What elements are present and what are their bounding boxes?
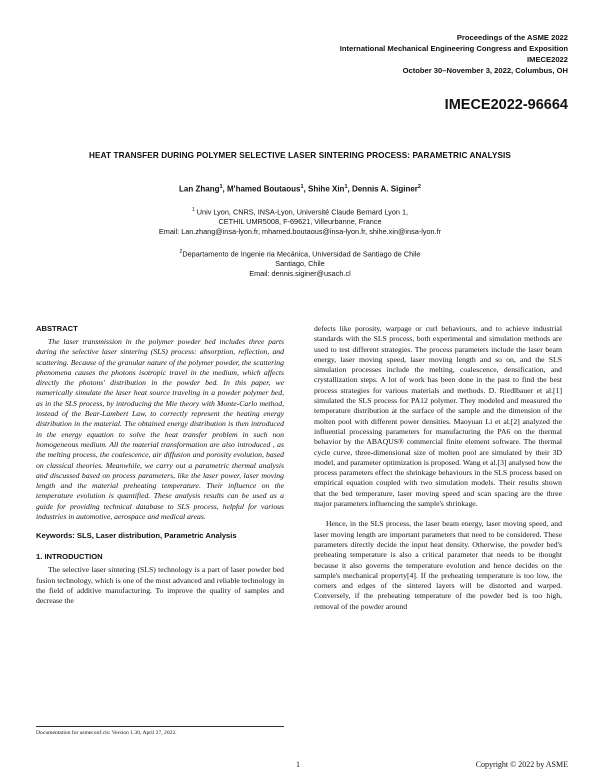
- body-paragraph: defects like porosity, warpage or curl behaviours, and to achieve industrial standards with the SLS process, both experimental and simulation methods are used to test different strategies. The process parameters include the laser beam energy, laser moving speed, laser moving length and so on, and the SLS simulation processes include the melting, coalescence, densification, and crystallization steps. A lot of work has been done in the past to find the best process strategies for various materials and methods. D. Riedlbauer et al.[1] simulated the SLS process for PA12 polymer. They modeled and measured the temperature distribution at the surface of the sample and the dimension of the molten pool with different power densities. Maoyuan Li et al.[2] analyzed the influential processing parameters for manufacturing the PA6 on the thermal behavior by the ABAQUS® commercial finite element software. The thermal cycle curve, three-dimensional size of molten pool are simulated by their 3D model, and parameter optimization is proposed. Wang et al.[3] analysed how the process parameters effect the shrinkage behaviours in the SLS process based on empirical equation coupled with two simulation models. Their results shown that the bed temperature, laser moving speed and scan spacing are the three major parameters influencing the sample's shrinkage.: [314, 324, 562, 509]
- affiliation-2: [0, 247, 600, 279]
- affiliation-line: CETHIL UMR5008, F-69621, Villeurbanne, France: [218, 217, 382, 227]
- author-affiliation-mark: 1: [219, 184, 223, 190]
- conference-date-line: October 30–November 3, 2022, Columbus, OH: [402, 66, 568, 75]
- author-list: Lan Zhang$^1$, M'hamed Boutaous$^1$, Shihe Xin$^1$, Dennis A. Siginer$^2$: [179, 184, 421, 194]
- introduction-heading: 1. INTRODUCTION: [36, 552, 103, 562]
- conference-line: International Mechanical Engineering Congress and Exposition: [339, 44, 568, 53]
- keywords: Keywords: SLS, Laser distribution, Parametric Analysis: [36, 531, 237, 541]
- affiliation-1: [0, 205, 600, 237]
- affiliation-mark: 1: [191, 207, 195, 213]
- affiliation-email: Email: Lan.zhang@insa-lyon.fr, mhamed.boutaous@insa-lyon.fr, shihe.xin@insa-lyon.fr: [158, 227, 442, 237]
- proceedings-header: [208, 32, 568, 76]
- author-name: Lan Zhang: [179, 184, 220, 194]
- abstract-heading: ABSTRACT: [36, 324, 78, 333]
- left-column: [36, 324, 284, 607]
- introduction-text: The selective laser sintering (SLS) technology is a part of laser powder bed fusion technology, which is one of the most advanced and reliable technology in the field of additive manufacturing. To improve the quality of samples and decrease the: [36, 565, 284, 606]
- body-paragraph: Hence, in the SLS process, the laser beam energy, laser moving speed, and laser moving length are important parameters that need to be considered. These parameters directly decide the input heat density. Otherwise, the powder bed's preheating temperature is also a critical parameter that needs to be thought because it also governs the temperature evolution and hence decides on the sample's mechanical property[4]. If the preheating temperature is too low, the corners and edges of the sintered layers will be distorted and warped. Conversely, if the preheating temperature of the powder bed is too high, removal of the powder around: [314, 519, 562, 611]
- conference-code-line: IMECE2022: [527, 55, 568, 64]
- author-affiliation-mark: 1: [300, 184, 304, 190]
- copyright: Copyright © 2022 by ASME: [475, 760, 568, 769]
- affiliation-line: Santiago, Chile: [275, 259, 325, 269]
- paper-id: IMECE2022-96664: [444, 97, 568, 113]
- author-affiliation-mark: 2: [417, 184, 421, 190]
- author-name: M'hamed Boutaous: [227, 184, 301, 194]
- affiliation-line: Univ Lyon, CNRS, INSA-Lyon, Université Claude Bernard Lyon 1,: [196, 207, 409, 217]
- affiliation-email: Email: dennis.siginer@usach.cl: [249, 269, 351, 279]
- abstract-text: The laser transmission in the polymer powder bed includes three parts during the selective laser sintering (SLS) process: absorption, reflection, and scattering. Because of the granular nature of the polymer powder, the scattering phenomena causes the photons isotropic travel in the medium, which affects directly the photons' distribution in the powder bed. In this paper, we numerically simulate the laser heat source traveling in a powder polymer bed, as in the SLS process, by introducing the Mie theory with Monte-Carlo method, instead of the Bear-Lambert Law, to correctly represent the heating energy distribution in the material. The obtained energy distribution is then introduced in the energy equation to solve the heat transfer problem in such non homogeneous medium. All the material transformation are also introduced , as the melting process, the coalescence, air diffusion and porosity evolution, based on classical theories. Meanwhile, we carry out a parametric thermal analysis and discussed based on process parameters, like the laser power, laser moving length and the material preheating temperature. Their influence on the temperature evolution is quantified. These analysis results can be used as a guide for providing technical database to SLS process, helpful for various industries in automotive, aerospace and medical areas.: [36, 337, 284, 522]
- author-affiliation-mark: 1: [344, 184, 348, 190]
- paper-title: HEAT TRANSFER DURING POLYMER SELECTIVE LASER SINTERING PROCESS: PARAMETRIC ANALYSIS: [89, 151, 511, 160]
- affiliation-line: Departamento de Ingenie ria Mecánica, Universidad de Santiago de Chile: [182, 249, 421, 259]
- right-column: [314, 324, 562, 612]
- page-number: 1: [296, 760, 300, 769]
- affiliation-mark: 2: [179, 249, 183, 255]
- author-name: Dennis A. Siginer: [351, 184, 418, 194]
- proceedings-line: Proceedings of the ASME 2022: [456, 33, 568, 42]
- footnote: Documentation for asmeconf.cls: Version 1.30, April 27, 2022.: [36, 726, 284, 736]
- author-name: Shihe Xin: [307, 184, 345, 194]
